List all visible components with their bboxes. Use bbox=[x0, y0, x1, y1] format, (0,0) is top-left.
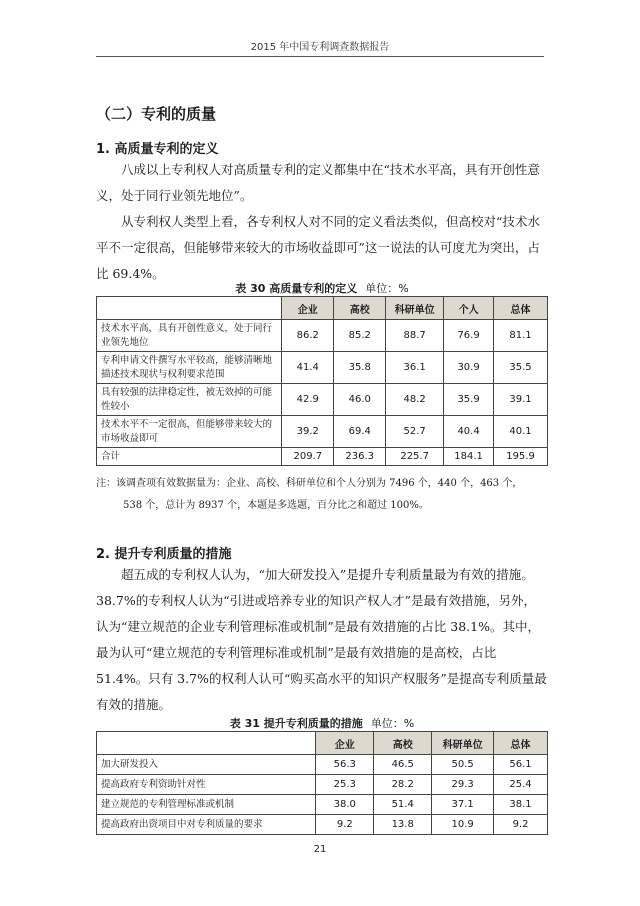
note-line-2: 538 个，总计为 8937 个，本题是多选题，百分比之和超过 100%。 bbox=[123, 500, 429, 511]
note-line-1: 注：该调查项有效数据量为：企业、高校、科研单位和个人分别为 7496 个，440 个，463 个， bbox=[96, 478, 523, 489]
cell-value: 38.0 bbox=[316, 795, 374, 815]
cell-value: 30.9 bbox=[444, 352, 494, 384]
table-row bbox=[97, 416, 548, 448]
cell-value: 9.2 bbox=[494, 815, 548, 835]
table30-header: 总体 bbox=[494, 297, 548, 320]
cell-value: 69.4 bbox=[334, 416, 386, 448]
cell-value: 40.4 bbox=[444, 416, 494, 448]
cell-value: 39.2 bbox=[282, 416, 334, 448]
cell-value: 25.4 bbox=[494, 775, 548, 795]
paragraph-2-text: 从专利权人类型上看，各专利权人对不同的定义看法类似，但高校对“技术水平不一定很高，但能够带来较大的市场收益即可”这一说法的认可度尤为突出，占比 69.4%。 bbox=[96, 214, 540, 281]
subsection-title-1: 1. 高质量专利的定义 bbox=[96, 142, 219, 157]
cell-value: 42.9 bbox=[282, 384, 334, 416]
cell-value: 10.9 bbox=[432, 815, 494, 835]
row-label: 合计 bbox=[97, 448, 282, 466]
table30-header: 企业 bbox=[282, 297, 334, 320]
table-row bbox=[97, 320, 548, 352]
table30-title: 表 30 高质量专利的定义 bbox=[235, 282, 358, 295]
paragraph-2 bbox=[96, 209, 548, 287]
page-number: 21 bbox=[313, 844, 327, 855]
cell-value: 41.4 bbox=[282, 352, 334, 384]
table31-unit: 单位：% bbox=[370, 717, 415, 730]
row-label: 技术水平不一定很高，但能够带来较大的市场收益即可 bbox=[97, 416, 282, 448]
subsection-title-2: 2. 提升专利质量的措施 bbox=[96, 547, 232, 562]
table30-caption bbox=[96, 280, 548, 296]
cell-value: 184.1 bbox=[444, 448, 494, 466]
cell-value: 195.9 bbox=[494, 448, 548, 466]
table30-unit: 单位：% bbox=[365, 282, 409, 295]
cell-value: 88.7 bbox=[386, 320, 444, 352]
cell-value: 236.3 bbox=[334, 448, 386, 466]
cell-value: 35.8 bbox=[334, 352, 386, 384]
cell-value: 35.9 bbox=[444, 384, 494, 416]
row-label: 提高政府专利资助针对性 bbox=[97, 775, 316, 795]
cell-value: 86.2 bbox=[282, 320, 334, 352]
cell-value: 56.1 bbox=[494, 755, 548, 775]
paragraph-1 bbox=[96, 157, 548, 209]
table31-corner bbox=[97, 732, 316, 755]
cell-value: 13.8 bbox=[374, 815, 432, 835]
table-row bbox=[97, 352, 548, 384]
row-label: 提高政府出资项目中对专利质量的要求 bbox=[97, 815, 316, 835]
cell-value: 209.7 bbox=[282, 448, 334, 466]
cell-value: 76.9 bbox=[444, 320, 494, 352]
table-row bbox=[97, 795, 548, 815]
table30-header: 科研单位 bbox=[386, 297, 444, 320]
cell-value: 51.4 bbox=[374, 795, 432, 815]
cell-value: 48.2 bbox=[386, 384, 444, 416]
cell-value: 36.1 bbox=[386, 352, 444, 384]
cell-value: 85.2 bbox=[334, 320, 386, 352]
table-row bbox=[97, 755, 548, 775]
table31-header: 科研单位 bbox=[432, 732, 494, 755]
row-label: 技术水平高，具有开创性意义，处于同行业领先地位 bbox=[97, 320, 282, 352]
table-row-total bbox=[97, 448, 548, 466]
header-divider bbox=[96, 56, 544, 57]
table31-header: 总体 bbox=[494, 732, 548, 755]
paragraph-3-text: 超五成的专利权人认为，“加大研发投入”是提升专利质量最为有效的措施。38.7%的专利权人认为“引进或培养专业的知识产权人才”是最有效措施，另外，认为“建立规范的企业专利管理标准或机制”是最有效措施的占比 38.1%。其中，最为认可“建立规范的专利管理标准或机制”是最有效措施的是高校，占比 51.4%。只有 3.7%的权利人认可“购买高水平的知识产权服务”是提高专利质量最有效的措施。 bbox=[96, 567, 547, 712]
row-label: 加大研发投入 bbox=[97, 755, 316, 775]
table31-caption bbox=[96, 715, 548, 731]
cell-value: 25.3 bbox=[316, 775, 374, 795]
table31-header: 高校 bbox=[374, 732, 432, 755]
cell-value: 50.5 bbox=[432, 755, 494, 775]
table30 bbox=[96, 296, 548, 466]
table-row bbox=[97, 384, 548, 416]
cell-value: 46.0 bbox=[334, 384, 386, 416]
section-title: （二）专利的质量 bbox=[96, 105, 217, 123]
table30-note bbox=[96, 473, 548, 517]
cell-value: 46.5 bbox=[374, 755, 432, 775]
cell-value: 39.1 bbox=[494, 384, 548, 416]
table31-header-row bbox=[97, 732, 548, 755]
cell-value: 38.1 bbox=[494, 795, 548, 815]
table30-header: 个人 bbox=[444, 297, 494, 320]
table-row bbox=[97, 815, 548, 835]
cell-value: 28.2 bbox=[374, 775, 432, 795]
cell-value: 81.1 bbox=[494, 320, 548, 352]
cell-value: 37.1 bbox=[432, 795, 494, 815]
cell-value: 52.7 bbox=[386, 416, 444, 448]
table30-corner bbox=[97, 297, 282, 320]
table31-title: 表 31 提升专利质量的措施 bbox=[229, 717, 363, 730]
cell-value: 9.2 bbox=[316, 815, 374, 835]
row-label: 专利申请文件撰写水平较高，能够清晰地描述技术现状与权利要求范围 bbox=[97, 352, 282, 384]
table31-header: 企业 bbox=[316, 732, 374, 755]
paragraph-1-text: 八成以上专利权人对高质量专利的定义都集中在“技术水平高，具有开创性意义，处于同行业领先地位”。 bbox=[96, 162, 540, 203]
cell-value: 40.1 bbox=[494, 416, 548, 448]
page-header: 2015 年中国专利调查数据报告 bbox=[250, 42, 390, 53]
paragraph-3 bbox=[96, 562, 548, 718]
row-label: 具有较强的法律稳定性，被无效掉的可能性较小 bbox=[97, 384, 282, 416]
table30-header-row bbox=[97, 297, 548, 320]
cell-value: 35.5 bbox=[494, 352, 548, 384]
cell-value: 29.3 bbox=[432, 775, 494, 795]
table30-header: 高校 bbox=[334, 297, 386, 320]
row-label: 建立规范的专利管理标准或机制 bbox=[97, 795, 316, 815]
table31 bbox=[96, 731, 548, 835]
cell-value: 56.3 bbox=[316, 755, 374, 775]
table-row bbox=[97, 775, 548, 795]
cell-value: 225.7 bbox=[386, 448, 444, 466]
